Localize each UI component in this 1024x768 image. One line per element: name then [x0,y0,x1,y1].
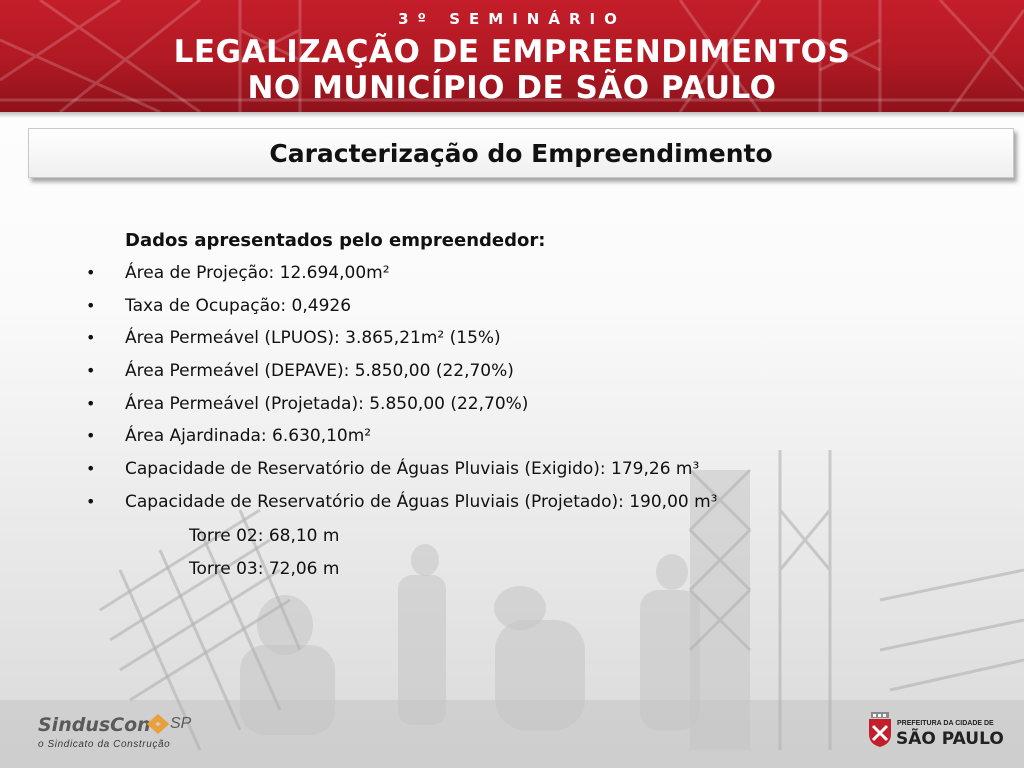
sub-list-item: Torre 03: 72,06 m [189,559,340,579]
list-item-text: Área Ajardinada: 6.630,10m² [125,426,372,447]
city-crest-icon [866,712,894,748]
sinduscon-logo [36,712,206,752]
content-heading: Dados apresentados pelo empreendedor: [125,230,546,251]
section-title-bar [28,128,1014,178]
bullet-marker: • [86,295,96,315]
prefeitura-logo [866,712,1006,752]
list-item [0,361,900,394]
bullet-marker: • [86,263,96,282]
bullet-marker: • [86,393,96,413]
sinduscon-tagline: o Sindicato da Construção [38,739,171,750]
header-banner [0,0,1024,112]
list-item [0,394,900,427]
list-item-text: Área Permeável (Projetada): 5.850,00 (22,70%) [125,393,529,414]
bullet-list [0,263,900,525]
list-item [0,492,900,525]
list-item-text: Área de Projeção: 12.694,00m² [125,263,390,283]
bullet-marker: • [86,459,96,479]
list-item-text: Capacidade de Reservatório de Águas Pluviais (Exigido): 179,26 m³ [125,459,700,480]
banner-shadow [0,112,1024,118]
bullet-marker: • [86,491,96,511]
list-item [0,296,900,329]
list-item-text: Área Permeável (DEPAVE): 5.850,00 (22,70%) [125,361,514,382]
sub-list-item: Torre 02: 68,10 m [189,526,340,546]
prefeitura-line2: SÃO PAULO [896,729,1004,749]
banner-title-line1: LEGALIZAÇÃO DE EMPREENDIMENTOS [173,34,851,70]
list-item [0,328,900,361]
list-item-text: Área Permeável (LPUOS): 3.865,21m² (15%) [125,328,501,349]
bullet-marker: • [86,328,96,348]
bullet-marker: • [86,426,96,446]
list-item [0,426,900,459]
sub-list [189,526,339,592]
list-item [0,263,900,296]
list-item-text: Taxa de Ocupação: 0,4926 [125,295,352,316]
sinduscon-logo-name: SindusCon [38,714,151,736]
list-item [0,459,900,492]
sinduscon-logo-state: SP [170,715,192,732]
bullet-marker: • [86,361,96,381]
prefeitura-line1: PREFEITURA DA CIDADE DE [897,720,994,727]
banner-title-line2: NO MUNICÍPIO DE SÃO PAULO [247,70,777,106]
section-title: Caracterização do Empreendimento [269,139,773,168]
list-item-text: Capacidade de Reservatório de Águas Pluviais (Projetado): 190,00 m³ [125,491,718,512]
banner-subtitle: 3º SEMINÁRIO [398,10,626,28]
sinduscon-knot-icon [146,713,170,735]
